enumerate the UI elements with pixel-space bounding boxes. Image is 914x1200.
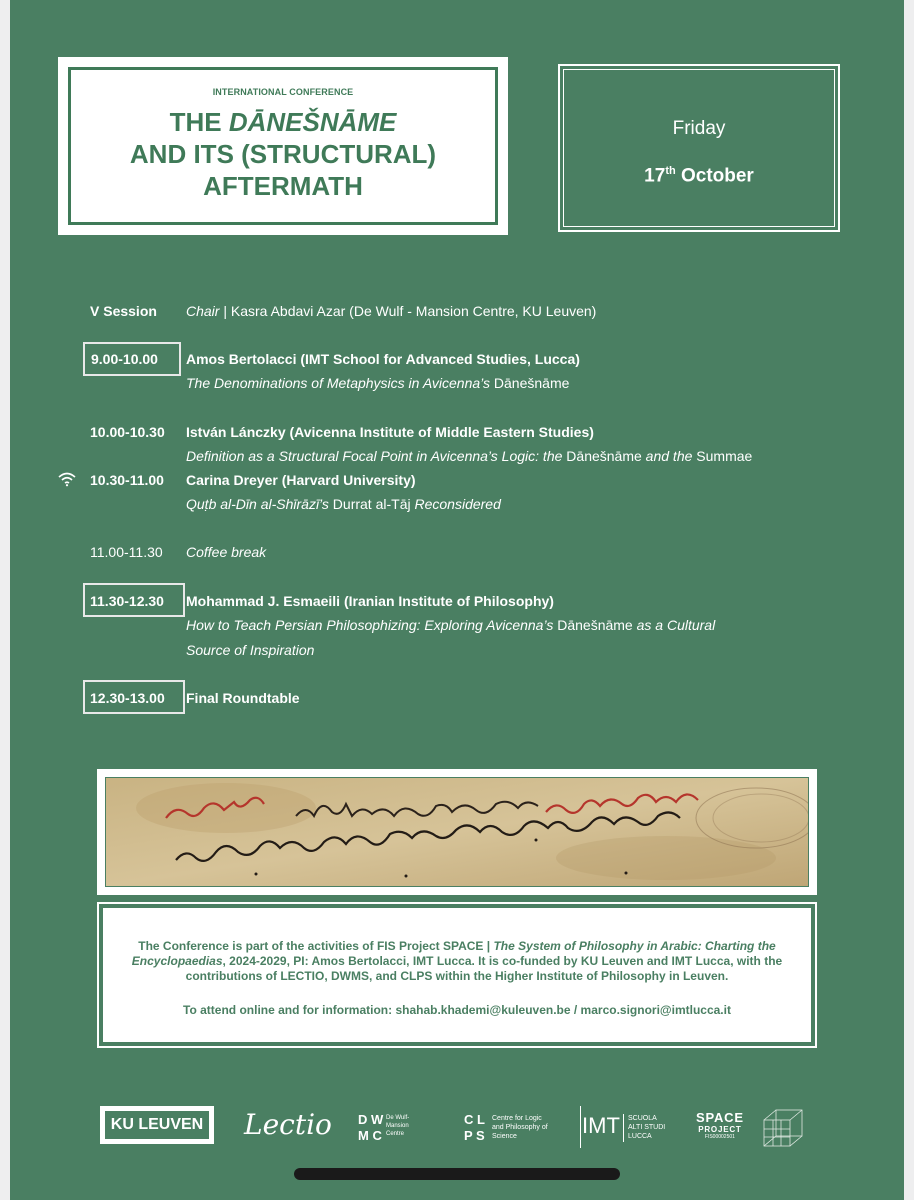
talk-part: Quṭb al-Dīn al-Shīrāzī’s	[186, 496, 333, 512]
info-frame	[97, 902, 817, 1048]
ku-leuven-wordmark: KU LEUVEN	[105, 1111, 209, 1139]
wifi-icon	[58, 471, 76, 487]
talk-work-title: Dānešnāme	[557, 617, 633, 633]
info-box	[103, 908, 811, 1042]
conference-kicker: INTERNATIONAL CONFERENCE	[212, 87, 354, 97]
dwmc-caption	[386, 1114, 409, 1138]
dwmc-caption-2: Mansion	[386, 1123, 409, 1129]
date-frame	[563, 69, 835, 227]
talk-part: Reconsidered	[410, 496, 501, 512]
clps-caption	[492, 1114, 548, 1141]
lectio-logo: Lectio	[244, 1108, 332, 1141]
project-title: The System of Philosophy in Arabic: Charting the Encyclopaedias	[131, 939, 776, 968]
space-cube-icon	[760, 1106, 808, 1154]
date-suffix: th	[665, 165, 676, 177]
chair-name: | Kasra Abdavi Azar (De Wulf - Mansion Centre, KU Leuven)	[219, 303, 597, 319]
space-project-logo	[696, 1110, 744, 1140]
imt-caption-2: ALTI STUDI	[628, 1124, 666, 1131]
date-card	[558, 64, 840, 232]
title-italic: DĀNEŠNĀME	[228, 107, 397, 137]
clps-caption-2: and Philosophy of	[492, 1124, 548, 1131]
chair-label: Chair	[186, 303, 220, 319]
clps-line-2: P S	[464, 1128, 485, 1143]
home-indicator[interactable]	[294, 1168, 620, 1180]
space-code: FIS00002501	[704, 1134, 735, 1140]
title-prefix: THE	[169, 107, 229, 137]
clps-logo	[464, 1112, 485, 1144]
schedule-talk	[186, 375, 569, 391]
imt-bar	[580, 1106, 581, 1148]
talk-work-title: Summae	[696, 448, 753, 464]
schedule-speaker: István Lánczky (Avicenna Institute of Middle Eastern Studies)	[186, 424, 594, 440]
manuscript-frame	[97, 769, 817, 895]
funding-note	[113, 939, 801, 984]
talk-part: as a Cultural	[632, 617, 716, 633]
title-line-2: AND ITS (STRUCTURAL)	[129, 139, 437, 169]
clps-line-1: C L	[464, 1112, 485, 1127]
schedule-talk	[186, 617, 715, 633]
dwmc-line-1: D W	[358, 1112, 384, 1127]
imt-caption-3: LUCCA	[628, 1133, 652, 1140]
schedule-time: 10.30-11.00	[90, 472, 164, 488]
talk-work-title: Dānešnāme	[566, 448, 642, 464]
date-day: Friday	[672, 118, 726, 139]
date-text	[564, 165, 834, 187]
schedule-time: 9.00-10.00	[91, 351, 158, 367]
talk-work-title: Durrat al-Tāj	[332, 496, 411, 512]
talk-work-title: Dānešnāme	[493, 375, 570, 391]
schedule-activity: Coffee break	[186, 544, 267, 560]
clps-caption-3: Science	[492, 1133, 517, 1140]
space-title: SPACE	[696, 1110, 744, 1125]
talk-part: The Denominations of Metaphysics in Avicenna’s	[186, 375, 494, 391]
imt-caption	[628, 1114, 665, 1141]
imt-wordmark: IMT	[582, 1113, 620, 1138]
manuscript-svg	[106, 778, 808, 886]
dwmc-logo	[358, 1112, 383, 1144]
session-chair	[186, 303, 596, 319]
schedule-speaker: Final Roundtable	[186, 690, 300, 706]
title-line-3: AFTERMATH	[203, 171, 363, 201]
schedule-talk	[186, 496, 501, 512]
dwmc-caption-1: De Wulf-	[386, 1115, 410, 1121]
talk-part: and the	[641, 448, 697, 464]
date-number: 17	[644, 165, 666, 187]
ku-leuven-logo	[100, 1106, 214, 1144]
imt-caption-1: SCUOLA	[628, 1115, 657, 1122]
talk-part: Definition as a Structural Focal Point in Avicenna’s Logic: the	[186, 448, 567, 464]
space-subtitle: PROJECT	[698, 1125, 742, 1134]
schedule-talk	[186, 448, 752, 464]
clps-caption-1: Centre for Logic	[492, 1115, 542, 1122]
schedule-speaker: Carina Dreyer (Harvard University)	[186, 472, 416, 488]
schedule-talk-line-2: Source of Inspiration	[186, 642, 315, 658]
talk-part: How to Teach Persian Philosophizing: Exploring Avicenna’s	[186, 617, 558, 633]
dwmc-caption-3: Centre	[386, 1131, 405, 1137]
schedule-time: 10.00-10.30	[90, 424, 165, 440]
title-card	[58, 57, 508, 235]
schedule-time: 11.30-12.30	[90, 593, 164, 609]
schedule-speaker: Amos Bertolacci (IMT School for Advanced Studies, Lucca)	[186, 351, 580, 367]
session-label: V Session	[90, 303, 157, 319]
schedule-time: 12.30-13.00	[90, 690, 165, 706]
conference-poster	[10, 0, 904, 1200]
schedule-speaker: Mohammad J. Esmaeili (Iranian Institute of Philosophy)	[186, 593, 554, 609]
imt-logo	[580, 1106, 682, 1148]
manuscript-image	[105, 777, 809, 887]
contact-note: To attend online and for information: shahab.khademi@kuleuven.be / marco.signori@imtlucca.it	[183, 1003, 731, 1017]
imt-separator	[623, 1114, 624, 1142]
dwmc-line-2: M C	[358, 1128, 382, 1143]
conference-title	[130, 106, 436, 202]
title-frame	[68, 67, 498, 225]
date-month: October	[675, 165, 754, 187]
funding-text: The Conference is part of the activities of FIS Project SPACE |	[138, 939, 494, 953]
funding-text: , 2024-2029, PI: Amos Bertolacci, IMT Lucca. It is co-funded by KU Leuven and IMT Lucca, with the contributions of LECTIO, DWMS, and CLPS within the Higher Institute of Philosophy in Leuven.	[185, 954, 783, 983]
schedule-time: 11.00-11.30	[90, 544, 163, 560]
